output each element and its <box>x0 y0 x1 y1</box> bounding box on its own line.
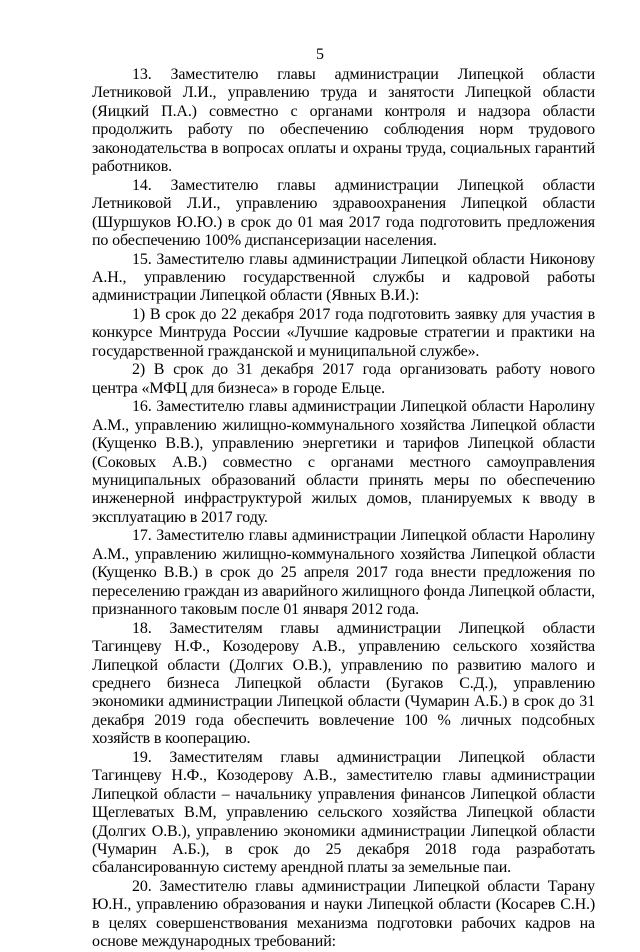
document-body <box>92 66 595 952</box>
paragraph-item-13: 13. Заместителю главы администрации Липецкой области Летниковой Л.И., управлению труда и занятости Липецкой области (Яицкий П.А.) совместно с органами контроля и надзора области продолжить работу по обеспечению соблюдения норм трудового законодательства в вопросах оплаты и охраны труда, социальных гарантий работников. <box>92 66 595 176</box>
paragraph-item-14: 14. Заместителю главы администрации Липецкой области Летниковой Л.И., управлению здравоохранения Липецкой области (Шуршуков Ю.Ю.) в срок до 01 мая 2017 года подготовить предложения по обеспечению 100% диспансеризации населения. <box>92 176 595 250</box>
paragraph-item-20: 20. Заместителю главы администрации Липецкой области Тарану Ю.Н., управлению образования и науки Липецкой области (Косарев С.Н.) в целях совершенствования механизма подготовки рабочих кадров на основе международных требований: <box>92 877 595 951</box>
paragraph-item-16: 16. Заместителю главы администрации Липецкой области Наролину А.М., управлению жилищно-коммунального хозяйства Липецкой области (Кущенко В.В.), управлению энергетики и тарифов Липецкой области (Соковых А.В.) совместно с органами местного самоуправления муниципальных образований области принять меры по обеспечению инженерной инфраструктурой жилых домов, планируемых к вводу в эксплуатацию в 2017 году. <box>92 398 595 526</box>
paragraph-item-19: 19. Заместителям главы администрации Липецкой области Тагинцеву Н.Ф., Козодерову А.В., заместителю главы администрации Липецкой области – начальнику управления финансов Липецкой области Щеглеватых В.М, управлению сельского хозяйства Липецкой области (Долгих О.В.), управлению экономики администрации Липецкой области (Чумарин А.Б.), в срок до 25 декабря 2018 года разработать сбалансированную систему арендной платы за земельные паи. <box>92 748 595 877</box>
paragraph-item-15: 15. Заместителю главы администрации Липецкой области Никонову А.Н., управлению государственной службы и кадровой работы администрации Липецкой области (Явных В.И.): <box>92 250 595 305</box>
page-number: 5 <box>316 46 324 63</box>
paragraph-item-18: 18. Заместителям главы администрации Липецкой области Тагинцеву Н.Ф., Козодерову А.В., управлению сельского хозяйства Липецкой области (Долгих О.В.), управлению по развитию малого и среднего бизнеса Липецкой области (Бугаков С.Д.), управлению экономики администрации Липецкой области (Чумарин А.Б.) в срок до 31 декабря 2019 года обеспечить вовлечение 100 % личных подсобных хозяйств в кооперацию. <box>92 619 595 748</box>
paragraph-item-17: 17. Заместителю главы администрации Липецкой области Наролину А.М., управлению жилищно-коммунального хозяйства Липецкой области (Кущенко В.В.) в срок до 25 апреля 2017 года внести предложения по переселению граждан из аварийного жилищного фонда Липецкой области, признанного таковым после 01 января 2012 года. <box>92 527 595 619</box>
paragraph-subitem-15-2: 2) В срок до 31 декабря 2017 года организовать работу нового центра «МФЦ для бизнеса» в городе Ельце. <box>92 361 595 397</box>
paragraph-subitem-15-1: 1) В срок до 22 декабря 2017 года подготовить заявку для участия в конкурсе Минтруда России «Лучшие кадровые стратегии и практики на государственной гражданской и муниципальной службе». <box>92 305 595 360</box>
